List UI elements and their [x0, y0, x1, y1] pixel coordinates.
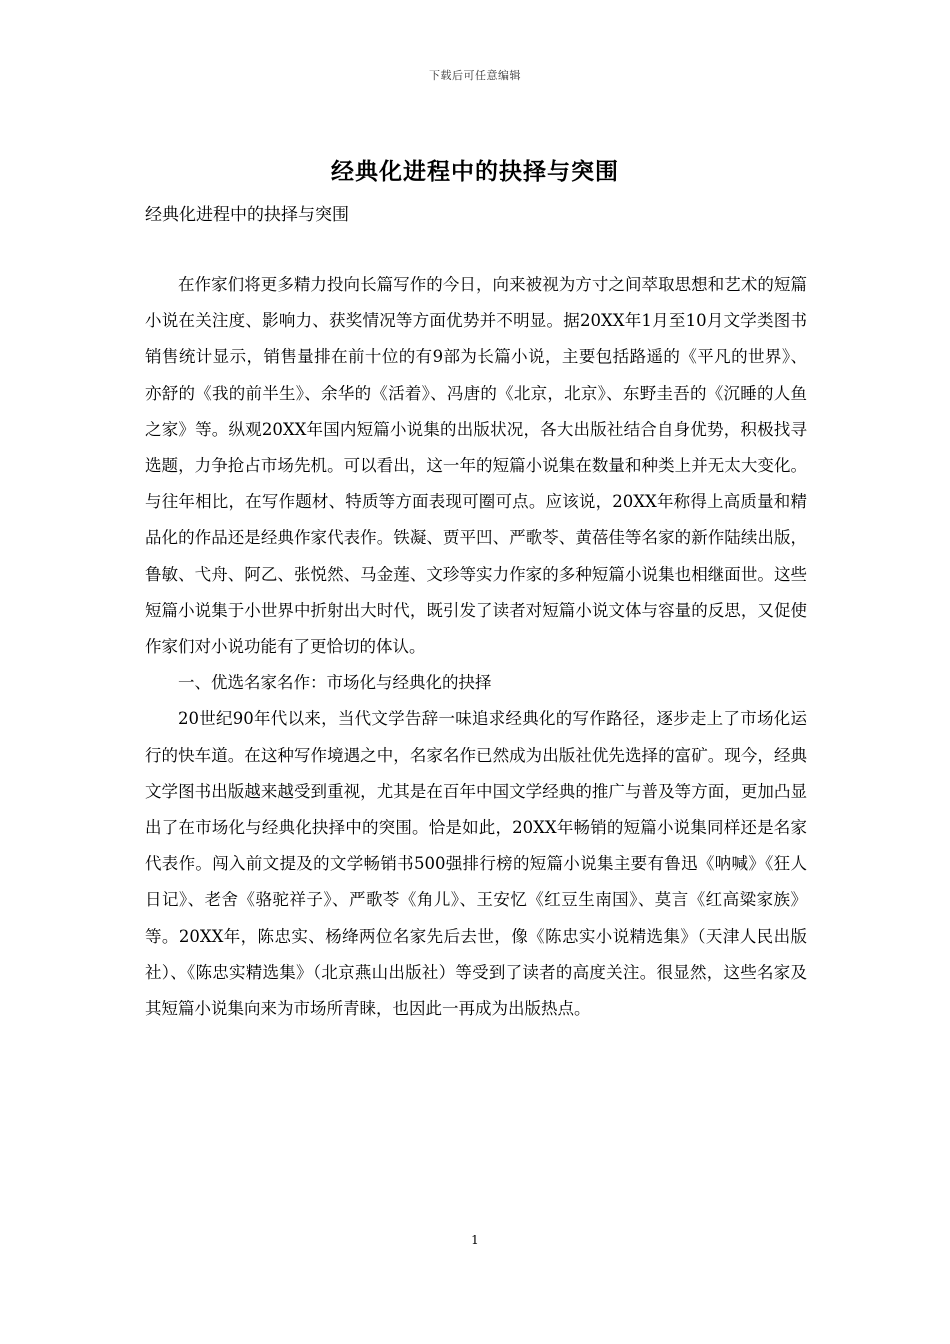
page-number: 1: [471, 1233, 479, 1247]
paragraph-intro: 在作家们将更多精力投向长篇写作的今日，向来被视为方寸之间萃取思想和艺术的短篇小说在关注度、影响力、获奖情况等方面优势并不明显。据20XX年1月至10月文学类图书销售统计显示，销售量排在前十位的有9部为长篇小说，主要包括路遥的《平凡的世界》、亦舒的《我的前半生》、余华的《活着》、冯唐的《北京，北京》、东野圭吾的《沉睡的人鱼之家》等。纵观20XX年国内短篇小说集的出版状况，各大出版社结合自身优势，积极找寻选题，力争抢占市场先机。可以看出，这一年的短篇小说集在数量和种类上并无太大变化。与往年相比，在写作题材、特质等方面表现可圈可点。应该说，20XX年称得上高质量和精品化的作品还是经典作家代表作。铁凝、贾平凹、严歌苓、黄蓓佳等名家的新作陆续出版，鲁敏、弋舟、阿乙、张悦然、马金莲、文珍等实力作家的多种短篇小说集也相继面世。这些短篇小说集于小世界中折射出大时代，既引发了读者对短篇小说文体与容量的反思，又促使作家们对小说功能有了更恰切的体认。: [145, 275, 807, 657]
section-heading: 一、优选名家名作：市场化与经典化的抉择: [178, 673, 492, 693]
document-title: 经典化进程中的抉择与突围: [331, 158, 619, 185]
document-subtitle: 经典化进程中的抉择与突围: [145, 205, 349, 225]
document-body: [145, 267, 807, 1027]
paragraph-section-one: 20世纪90年代以来，当代文学告辞一味追求经典化的写作路径，逐步走上了市场化运行的快车道。在这种写作境遇之中，名家名作已然成为出版社优先选择的富矿。现今，经典文学图书出版越来越受到重视，尤其是在百年中国文学经典的推广与普及等方面，更加凸显出了在市场化与经典化抉择中的突围。恰是如此，20XX年畅销的短篇小说集同样还是名家代表作。闯入前文提及的文学畅销书500强排行榜的短篇小说集主要有鲁迅《呐喊》《狂人日记》、老舍《骆驼祥子》、严歌苓《角儿》、王安忆《红豆生南国》、莫言《红高粱家族》等。20XX年，陈忠实、杨绛两位名家先后去世，像《陈忠实小说精选集》（天津人民出版社）、《陈忠实精选集》（北京燕山出版社）等受到了读者的高度关注。很显然，这些名家及其短篇小说集向来为市场所青睐，也因此一再成为出版热点。: [145, 709, 807, 1019]
header-note: 下载后可任意编辑: [429, 69, 521, 82]
